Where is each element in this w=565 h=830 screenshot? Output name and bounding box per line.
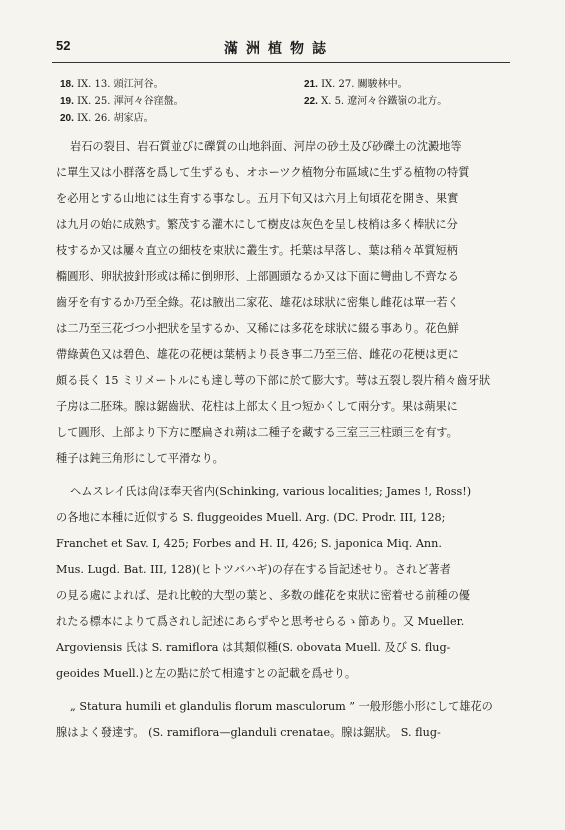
paragraph-related-species bbox=[56, 479, 510, 687]
locality-number: 19. bbox=[60, 96, 74, 107]
text-line: 橢圓形、卵狀披針形或は稀に倒卵形、上部圓頭なるか又は下面に彎曲し不齊なる bbox=[56, 270, 459, 283]
locality-text: IX. 26. 胡家店。 bbox=[77, 113, 154, 124]
text-line: して圓形、上部より下方に壓扁され蒴は二種子を藏する三室三三柱頭三を有す。 bbox=[56, 426, 458, 439]
locality-text: IX. 25. 渾河々谷窪盤。 bbox=[77, 96, 184, 107]
text-line: geoides Muell.)と左の點に於て相違すとの記載を爲せり。 bbox=[56, 667, 357, 680]
locality-list bbox=[60, 76, 510, 127]
text-line: に單生又は小群落を爲して生ずるも、オホーツク植物分布區域に生ずる植物の特質 bbox=[56, 166, 470, 179]
text-line: 頗る長く 15 ミリメートルにも達し萼の下部に於て膨大す。萼は五裂し裂片稍々齒牙狀 bbox=[56, 374, 491, 387]
page-number: 52 bbox=[56, 38, 71, 53]
header-rule bbox=[52, 62, 510, 63]
text-line: 岩石の裂目、岩石質並びに礫質の山地斜面、河岸の砂土及び砂礫土の沈澱地等 bbox=[70, 140, 462, 153]
text-line: 齒牙を有するか乃至全綠。花は腋出二家花、雄花は球狀に密集し雌花は單一若く bbox=[56, 296, 459, 309]
text-line: 枝するか又は屢々直立の細枝を束狀に叢生す。托葉は早落し、葉は稍々革質短柄 bbox=[56, 244, 458, 257]
text-line: Mus. Lugd. Bat. III, 128)(ヒトツバハギ)の存在する旨記述せり。されど著者 bbox=[56, 563, 451, 576]
text-line: は二乃至三花づつ小把狀を呈するか、又稀には多花を球狀に綴る事あり。花色鮮 bbox=[56, 322, 459, 335]
locality-row bbox=[60, 110, 510, 127]
locality-row bbox=[60, 76, 510, 93]
text-line: ヘムスレイ氏は尙ほ奉天省内(Schinking, various localities; James !, Ross!) bbox=[70, 485, 472, 498]
text-line: Argoviensis 氏は S. ramiflora は其類似種(S. obovata Muell. 及び S. flug- bbox=[56, 641, 451, 654]
text-line: Franchet et Sav. I, 425; Forbes and H. II, 426; S. japonica Miq. Ann. bbox=[56, 537, 442, 550]
paragraph-habitat-description bbox=[56, 134, 510, 472]
text-line: の各地に本種に近似する S. fluggeoides Muell. Arg. (DC. Prodr. III, 128; bbox=[56, 511, 446, 524]
text-line: を必用とする山地には生育する事なし。五月下旬又は六月上旬頃花を開き、果實 bbox=[56, 192, 459, 205]
locality-number: 22. bbox=[304, 96, 318, 107]
locality-number: 21. bbox=[304, 79, 318, 90]
text-line: 子房は二胚珠。腺は鋸齒狀、花柱は上部太く且つ短かくして兩分す。果は蒴果に bbox=[56, 400, 458, 413]
locality-row bbox=[60, 93, 510, 110]
page-header bbox=[56, 38, 508, 62]
text-line: 腺はよく發達す。 (S. ramiflora—glanduli crenatae。腺は鋸狀。 S. flug- bbox=[56, 726, 441, 739]
text-line: 帶綠黃色又は碧色、雄花の花梗は葉柄より長き事二乃至三倍、雌花の花梗は更に bbox=[56, 348, 459, 361]
locality-text: IX. 27. 關駿林中。 bbox=[321, 79, 408, 90]
locality-text: IX. 13. 頭江河谷。 bbox=[77, 79, 164, 90]
locality-text: X. 5. 遼河々谷鐵嶺の北方。 bbox=[321, 96, 448, 107]
text-line: „ Statura humili et glandulis florum masculorum ” 一般形態小形にして雄花の bbox=[70, 700, 493, 713]
text-line: の見る處によれば、是れ比較的大型の葉と、多数の雌花を束狀に密着せる前種の優 bbox=[56, 589, 470, 602]
paragraph-latin-diagnosis bbox=[56, 694, 510, 746]
text-line: れたる標本によりて爲されし記述にあらずやと思考せらるゝ節あり。又 Mueller. bbox=[56, 615, 465, 628]
main-text bbox=[56, 134, 510, 746]
text-line: 種子は鈍三角形にして平滑なり。 bbox=[56, 452, 224, 465]
text-line: は九月の始に成熟す。繁茂する灌木にして樹皮は灰色を呈し枝梢は多く棒狀に分 bbox=[56, 218, 458, 231]
locality-number: 18. bbox=[60, 79, 74, 90]
running-title: 滿洲植物誌 bbox=[224, 41, 334, 57]
locality-number: 20. bbox=[60, 113, 74, 124]
